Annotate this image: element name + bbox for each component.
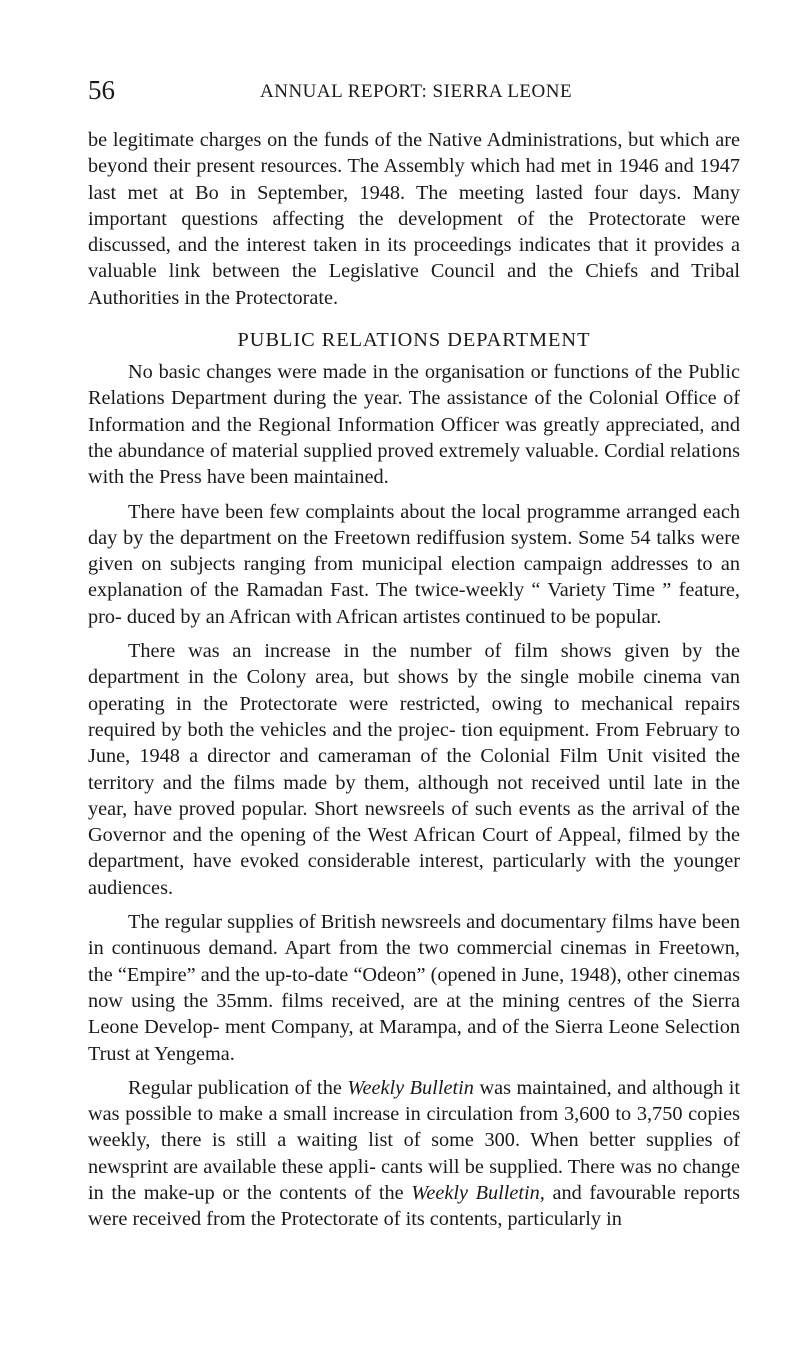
paragraph: No basic changes were made in the organisation or functions of the Public Relations Department during the year. The assistance of the Colonial Office of Information and the Regional Information Officer was greatly appreciated, and the abundance of material supplied proved extremely valuable. Cordial relations with the Press have been maintained. xyxy=(88,361,740,489)
text-run: was maintained, and although it was possible to make a small increase in circulation from 3,600 to 3,750 copies weekly, there is still a waiting list of some 300. When better supplies of newsprint are available these appli- cants will be supplied. There was no change in the make-up or the contents of the xyxy=(88,1076,740,1204)
text-run: and favourable reports were received from the Protectorate of its contents, particularly in xyxy=(88,1181,740,1231)
paragraph xyxy=(88,1075,740,1233)
body-text xyxy=(88,127,740,1241)
paragraph: The regular supplies of British newsreels and documentary films have been in continuous demand. Apart from the two commercial cinemas in Freetown, the “Empire” and the up-to-date “Odeon” (opened in June, 1948), other cinemas now using the 35mm. films received, are at the mining centres of the Sierra Leone Develop- ment Company, at Marampa, and of the Sierra Leone Selection Trust at Yengema. xyxy=(88,911,740,1065)
paragraph: There have been few complaints about the local programme arranged each day by the department on the Freetown rediffusion system. Some 54 talks were given on subjects ranging from municipal election campaign addresses to an explanation of the Ramadan Fast. The twice-weekly “ Variety Time ” feature, pro- duced by an African with African artistes continued to be popular. xyxy=(88,500,740,628)
paragraph: There was an increase in the number of film shows given by the department in the Colony area, but shows by the single mobile cinema van operating in the Protectorate were restricted, owing to mechanical repairs required by both the vehicles and the projec- tion equipment. From February to June, 1948 a director and cameraman of the Colonial Film Unit visited the territory and the films made by them, although not received until late in the year, have proved popular. Short newsreels of such events as the arrival of the Governor and the opening of the West African Court of Appeal, filmed by the department, have evoked considerable interest, particularly with the younger audiences. xyxy=(88,640,740,899)
publication-title: Weekly Bulletin xyxy=(347,1076,474,1099)
publication-title: Weekly Bulletin, xyxy=(411,1181,545,1204)
section-heading: PUBLIC RELATIONS DEPARTMENT xyxy=(237,329,591,352)
paragraph-continuation: be legitimate charges on the funds of the Native Administrations, but which are beyond their present resources. The Assembly which had met in 1946 and 1947 last met at Bo in September, 1948. The meeting lasted four days. Many important questions affecting the development of the Protectorate were discussed, and the interest taken in its proceedings indicates that it provides a valuable link between the Legislative Council and the Chiefs and Tribal Authorities in the Protectorate. xyxy=(88,129,740,309)
running-head xyxy=(88,74,738,106)
text-run: Regular publication of the xyxy=(128,1076,348,1099)
running-title: ANNUAL REPORT: SIERRA LEONE xyxy=(260,81,573,102)
page-number: 56 xyxy=(88,75,115,105)
